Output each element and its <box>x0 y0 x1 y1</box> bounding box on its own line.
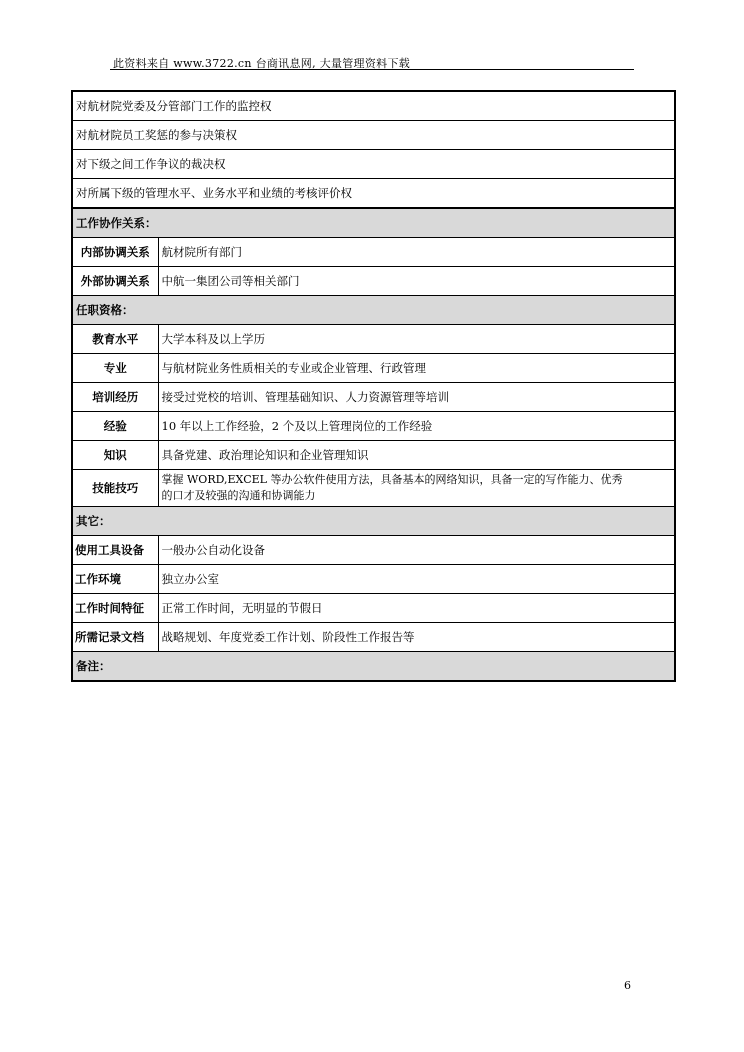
experience-label: 经验 <box>72 412 158 441</box>
rights-row <box>72 91 675 121</box>
right-item: 对航材院员工奖惩的参与决策权 <box>72 121 675 150</box>
table-row <box>72 470 675 507</box>
table-row <box>72 594 675 623</box>
records-label: 所需记录文档 <box>72 623 158 652</box>
training-value: 接受过党校的培训、管理基础知识、人力资源管理等培训 <box>158 383 675 412</box>
table-row <box>72 383 675 412</box>
tools-label: 使用工具设备 <box>72 536 158 565</box>
section-title-cooperation: 工作协作关系： <box>72 208 675 238</box>
skills-value-line: 的口才及较强的沟通和协调能力 <box>161 489 316 502</box>
environment-value: 独立办公室 <box>158 565 675 594</box>
knowledge-label: 知识 <box>72 441 158 470</box>
section-title-notes: 备注： <box>72 652 675 682</box>
rights-row <box>72 121 675 150</box>
section-title-qualifications: 任职资格： <box>72 296 675 325</box>
right-item: 对下级之间工作争议的裁决权 <box>72 150 675 179</box>
table-row <box>72 325 675 354</box>
records-value: 战略规划、年度党委工作计划、阶段性工作报告等 <box>158 623 675 652</box>
table-row <box>72 267 675 296</box>
table-row <box>72 441 675 470</box>
page-number: 6 <box>624 979 631 992</box>
work-time-label: 工作时间特征 <box>72 594 158 623</box>
section-title-other: 其它： <box>72 507 675 536</box>
job-description-table <box>71 90 676 682</box>
skills-label: 技能技巧 <box>72 470 158 507</box>
rights-row <box>72 179 675 209</box>
external-coordination-label: 外部协调关系 <box>72 267 158 296</box>
training-label: 培训经历 <box>72 383 158 412</box>
table-row <box>72 354 675 383</box>
table-row <box>72 565 675 594</box>
table-row <box>72 623 675 652</box>
rights-row <box>72 150 675 179</box>
skills-value-line: 掌握 WORD,EXCEL 等办公软件使用方法，具备基本的网络知识，具备一定的写作能力、优秀 <box>161 473 623 486</box>
tools-value: 一般办公自动化设备 <box>158 536 675 565</box>
external-coordination-value: 中航一集团公司等相关部门 <box>158 267 675 296</box>
section-row-notes <box>72 652 675 682</box>
education-value: 大学本科及以上学历 <box>158 325 675 354</box>
internal-coordination-value: 航材院所有部门 <box>158 238 675 267</box>
page-header: 此资料来自 www.3722.cn 台商讯息网, 大量管理资料下载 <box>113 57 411 70</box>
skills-value <box>158 470 675 507</box>
internal-coordination-label: 内部协调关系 <box>72 238 158 267</box>
environment-label: 工作环境 <box>72 565 158 594</box>
table-row <box>72 238 675 267</box>
section-row-cooperation <box>72 208 675 238</box>
major-value: 与航材院业务性质相关的专业或企业管理、行政管理 <box>158 354 675 383</box>
right-item: 对航材院党委及分管部门工作的监控权 <box>72 91 675 121</box>
work-time-value: 正常工作时间，无明显的节假日 <box>158 594 675 623</box>
section-row-qualifications <box>72 296 675 325</box>
major-label: 专业 <box>72 354 158 383</box>
table-row <box>72 536 675 565</box>
header-rule <box>110 69 634 70</box>
education-label: 教育水平 <box>72 325 158 354</box>
experience-value: 10 年以上工作经验，2 个及以上管理岗位的工作经验 <box>158 412 675 441</box>
table-row <box>72 412 675 441</box>
section-row-other <box>72 507 675 536</box>
right-item: 对所属下级的管理水平、业务水平和业绩的考核评价权 <box>72 179 675 209</box>
knowledge-value: 具备党建、政治理论知识和企业管理知识 <box>158 441 675 470</box>
